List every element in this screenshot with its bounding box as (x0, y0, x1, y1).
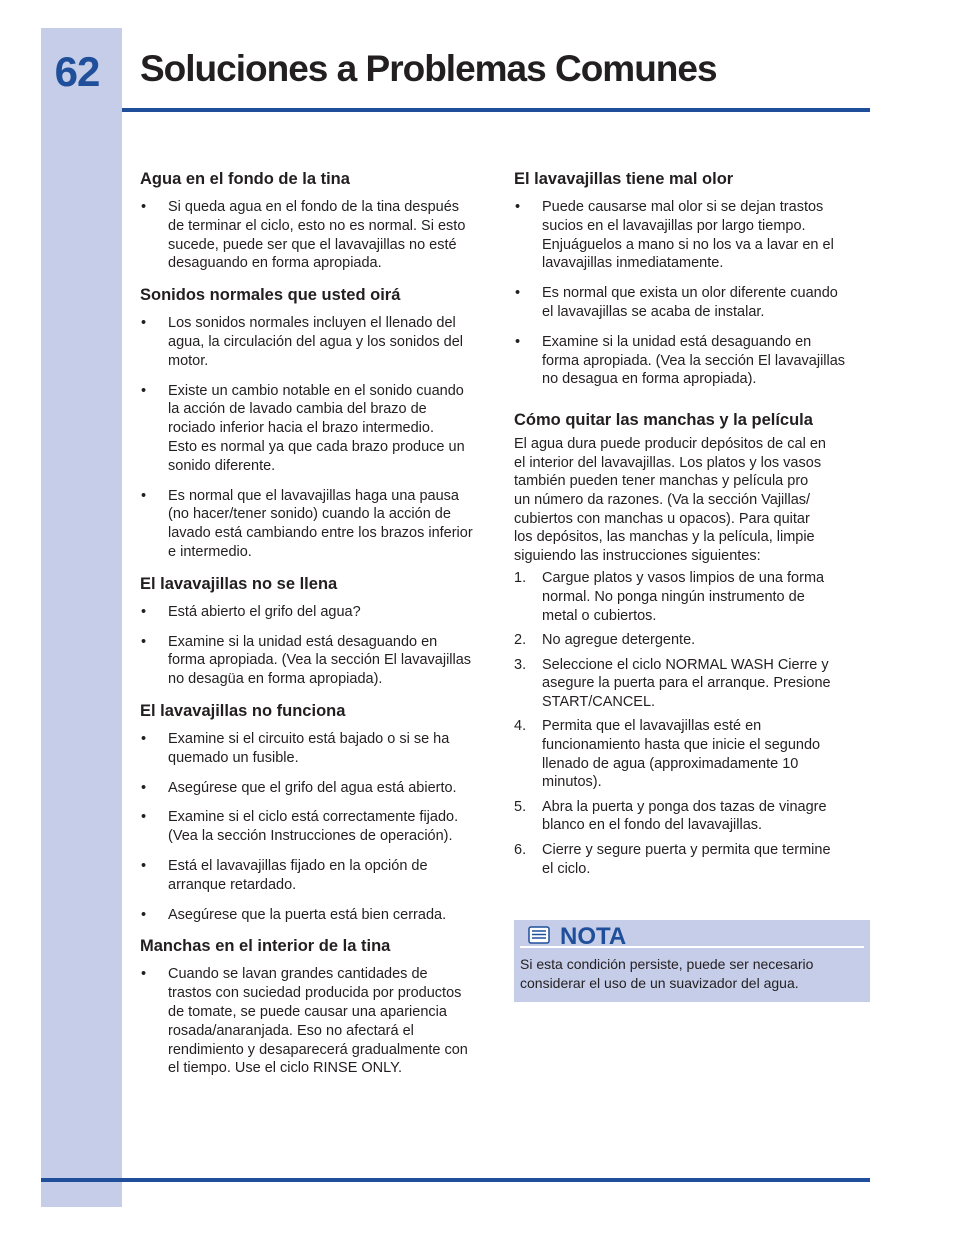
numbered-steps (514, 569, 872, 878)
text-line: rociado inferior hacia el brazo intermedio. (168, 420, 434, 437)
text-line: sucede, puede ser que el lavavajillas no esté (168, 236, 457, 253)
section (140, 935, 498, 1078)
step-item (514, 656, 872, 712)
text-line: de tomate, se puede causar una apariencia (168, 1003, 447, 1020)
text-line: llenado de agua (approximadamente 10 (542, 755, 799, 772)
text-line: considerar el uso de un suavizador del agua. (520, 974, 799, 991)
text-line: también pueden tener manchas y película pro (514, 473, 809, 490)
text-line: sonido diferente. (168, 457, 276, 474)
bullet-list (140, 314, 498, 562)
text-line: Existe un cambio notable en el sonido cuando (168, 382, 464, 399)
text-line: START/CANCEL. (542, 693, 656, 710)
bullet-mark: • (141, 779, 147, 796)
bullet-mark: • (141, 315, 147, 332)
list-item (140, 603, 498, 622)
text-line: arranque retardado. (168, 876, 297, 893)
text-line: Cuando se lavan grandes cantidades de (168, 966, 428, 983)
text-line: la acción de lavado cambia del brazo de (168, 401, 427, 418)
page-title: Soluciones a Problemas Comunes (140, 48, 717, 89)
section (140, 573, 498, 689)
text-line: Puede causarse mal olor si se dejan trastos (542, 199, 824, 215)
text-line: forma apropiada. (Vea la sección El lavavajillas (168, 652, 472, 669)
bullet-mark: • (141, 857, 147, 874)
section-stains (514, 409, 872, 878)
text-line: Seleccione el ciclo NORMAL WASH Cierre y (542, 656, 829, 673)
text-line: el ciclo. (542, 860, 591, 877)
text-line: cubiertos con manchas u opacos). Para quitar (514, 510, 810, 527)
text-line: metal o cubiertos. (542, 607, 657, 624)
text-line: Está el lavavajillas fijado en la opción de (168, 857, 428, 874)
bullet-mark: • (141, 809, 147, 826)
text-line: no desagua en forma apropiada). (542, 371, 757, 388)
text-line: los depósitos, las manchas y la película, limpie (514, 529, 815, 546)
text-line: e intermedio. (168, 543, 252, 560)
bullet-mark: • (515, 199, 521, 215)
step-item (514, 798, 872, 835)
bullet-list (140, 730, 498, 924)
text-line: el tiempo. Use el ciclo RINSE ONLY. (168, 1060, 402, 1077)
text-line: Examine si el circuito está bajado o si se ha (168, 730, 450, 747)
step-item (514, 717, 872, 791)
bullet-mark: • (141, 730, 147, 747)
list-item (140, 314, 498, 370)
text-line: funcionamiento hasta que inicie el segundo (542, 737, 821, 754)
bullet-mark: • (141, 487, 147, 504)
text-line: El agua dura puede producir depósitos de cal en (514, 436, 826, 453)
page-number: 62 (54, 48, 100, 95)
list-item (140, 633, 498, 689)
text-line: Cargue platos y vasos limpios de una forma (542, 570, 825, 587)
text-line: Examine si el ciclo está correctamente fijado. (168, 809, 459, 826)
list-item (140, 730, 498, 768)
text-line: forma apropiada. (Vea la sección El lavavajillas (542, 352, 846, 369)
intro-paragraph (514, 435, 872, 565)
step-number: 1. (514, 570, 527, 587)
step-number: 4. (514, 718, 527, 735)
text-line: Permita que el lavavajillas esté en (542, 718, 762, 735)
list-item (140, 906, 498, 925)
text-line: quemado un fusible. (168, 749, 299, 766)
note-text (520, 955, 864, 992)
text-line: trastos con suciedad producida por productos (168, 985, 462, 1002)
section-title: Agua en el fondo de la tina (140, 170, 350, 188)
step-number: 5. (514, 798, 527, 815)
step-number: 6. (514, 842, 527, 859)
list-item (514, 284, 872, 322)
text-line: desaguando en forma apropiada. (168, 255, 382, 272)
note-icon (528, 926, 550, 949)
bullet-mark: • (141, 382, 147, 399)
text-line: No agregue detergente. (542, 632, 696, 649)
section-title: El lavavajillas no se llena (140, 574, 338, 593)
text-line: (Vea la sección Instrucciones de operación). (168, 828, 453, 845)
note-title: NOTA (560, 923, 627, 950)
list-item (140, 487, 498, 562)
text-line: Examine si la unidad está desaguando en (168, 633, 438, 650)
text-line: Esto es normal ya que cada brazo produce un (168, 438, 465, 455)
section-title: Manchas en el interior de la tina (140, 937, 391, 956)
bullet-list (140, 198, 498, 273)
section (140, 284, 498, 562)
step-number: 2. (514, 632, 527, 649)
text-line: el interior del lavavajillas. Los platos y los vasos (514, 454, 822, 471)
section (140, 700, 498, 924)
bullet-mark: • (141, 633, 147, 650)
text-line: minutos). (542, 774, 602, 791)
text-line: lavado está cambiando entre los brazos inferior (168, 525, 473, 542)
sidebar-band (41, 28, 122, 1207)
text-line: rosada/anaranjada. Eso no afectará el (168, 1022, 414, 1039)
text-line: (no hacer/tener sonido) cuando la acción de (168, 506, 451, 523)
text-line: lavavajillas inmediatamente. (542, 255, 724, 272)
left-column (140, 168, 498, 1089)
text-line: Examine si la unidad está desaguando en (542, 333, 812, 350)
section-odor (514, 168, 872, 389)
bullet-mark: • (141, 199, 147, 215)
list-item (140, 382, 498, 476)
text-line: agua, la circulación del agua y los sonidos del (168, 333, 464, 350)
text-line: rendimiento y desaparecerá gradualmente con (168, 1041, 468, 1058)
text-line: sucios en el lavavajillas por largo tiempo. (542, 217, 806, 234)
text-line: Si queda agua en el fondo de la tina después (168, 199, 460, 215)
bullet-mark: • (141, 906, 147, 923)
text-line: normal. No ponga ningún instrumento de (542, 588, 805, 605)
step-number: 3. (514, 656, 527, 673)
bullet-mark: • (515, 333, 521, 350)
section-title: El lavavajillas tiene mal olor (514, 170, 734, 188)
text-line: Si esta condición persiste, puede ser necesario (520, 956, 814, 972)
right-column (514, 168, 872, 884)
text-line: de terminar el ciclo, esto no es normal. Si esto (168, 217, 466, 234)
text-line: Es normal que el lavavajillas haga una pausa (168, 487, 459, 504)
footer-rule (41, 1178, 870, 1182)
list-item (140, 198, 498, 273)
bullet-mark: • (141, 966, 147, 983)
text-line: Los sonidos normales incluyen el llenado del (168, 315, 456, 332)
list-item (140, 857, 498, 895)
step-item (514, 841, 872, 878)
text-line: Asegúrese que el grifo del agua está abierto. (168, 779, 457, 796)
text-line: Asegúrese que la puerta está bien cerrada. (168, 906, 447, 923)
text-line: Es normal que exista un olor diferente cuando (542, 285, 838, 302)
text-line: blanco en el fondo del lavavajillas. (542, 817, 763, 834)
text-line: un número da razones. (Va la sección Vajillas/ (514, 491, 811, 508)
section-title: El lavavajillas no funciona (140, 701, 346, 720)
list-item (140, 808, 498, 846)
note-box (514, 920, 870, 1002)
step-item (514, 631, 872, 650)
bullet-list (140, 603, 498, 689)
text-line: Abra la puerta y ponga dos tazas de vinagre (542, 798, 827, 815)
text-line: Enjuáguelos a mano si no los va a lavar en el (542, 236, 834, 253)
bullet-list (514, 198, 872, 389)
text-line: siguiendo las instrucciones siguientes: (514, 547, 761, 564)
note-header (520, 924, 864, 948)
bullet-mark: • (515, 285, 521, 302)
section-title: Cómo quitar las manchas y la película (514, 411, 813, 430)
list-item (140, 779, 498, 798)
list-item (140, 965, 498, 1078)
bullet-list (140, 965, 498, 1078)
section (140, 168, 498, 273)
text-line: Cierre y segure puerta y permita que termine (542, 842, 831, 859)
text-line: Está abierto el grifo del agua? (168, 603, 361, 620)
text-line: asegure la puerta para el arranque. Presione (542, 675, 831, 692)
bullet-mark: • (141, 603, 147, 620)
list-item (514, 333, 872, 389)
header-rule (122, 108, 870, 112)
section-title: Sonidos normales que usted oirá (140, 286, 401, 305)
text-line: no desagüa en forma apropiada). (168, 671, 383, 688)
text-line: motor. (168, 352, 209, 369)
step-item (514, 569, 872, 625)
text-line: el lavavajillas se acaba de instalar. (542, 303, 765, 320)
list-item (514, 198, 872, 273)
